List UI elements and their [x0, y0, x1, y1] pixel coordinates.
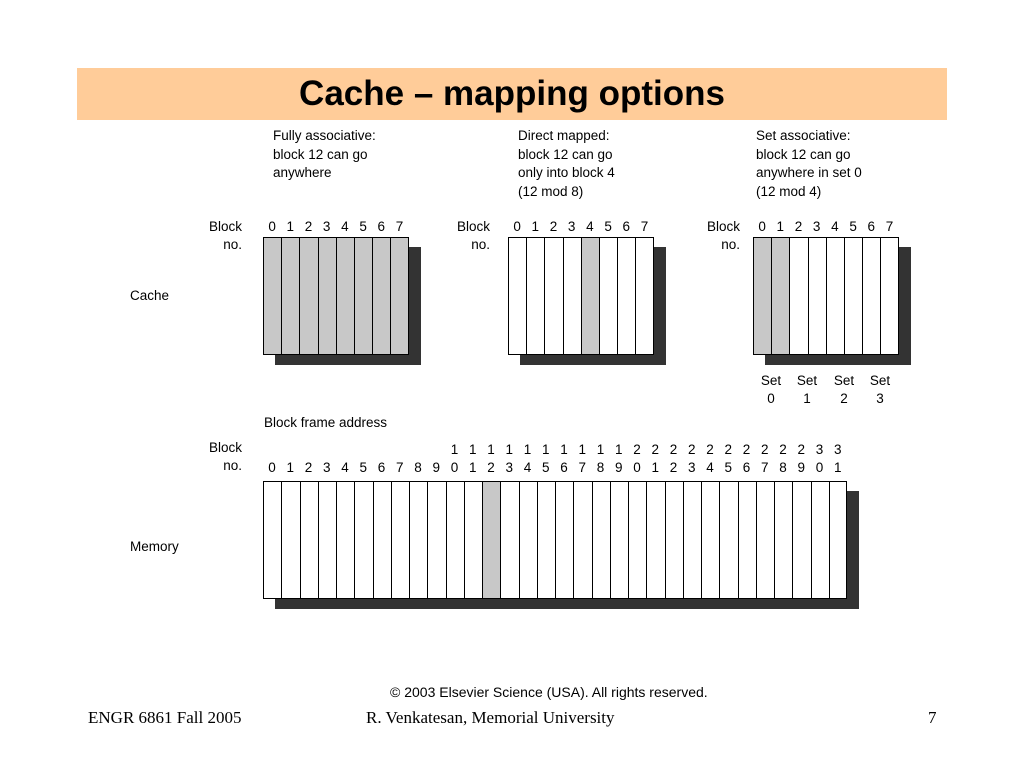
cache-block: [372, 237, 390, 355]
memory-block-number-tens: 1: [523, 442, 532, 457]
block-no-label-memory: Block no.: [208, 440, 242, 473]
memory-block-number-tens: 1: [450, 442, 459, 457]
memory-block-number-tens: 2: [651, 442, 659, 457]
cache-block-number: 5: [849, 219, 857, 234]
memory-block: [464, 481, 482, 599]
memory-block-number-tens: 1: [596, 442, 605, 457]
cache-block: [581, 237, 599, 355]
cache-block-number: 2: [549, 219, 558, 234]
memory-block-number-ones: 0: [450, 460, 459, 475]
memory-block: [354, 481, 372, 599]
cache-block: [862, 237, 880, 355]
cache-block-number: 3: [567, 219, 576, 234]
footer-page-number: 7: [928, 708, 937, 727]
cache-block-number: 7: [395, 219, 404, 234]
memory-block: [592, 481, 610, 599]
memory-block-number-ones: 1: [286, 460, 294, 475]
memory-block: [409, 481, 427, 599]
memory-block: [263, 481, 281, 599]
memory-block-number-ones: 0: [633, 460, 641, 475]
memory-block-number-tens: 1: [614, 442, 623, 457]
set-label: Set 0: [760, 373, 782, 406]
memory-block-number-tens: 2: [633, 442, 641, 457]
memory-block: [829, 481, 847, 599]
cache-block: [844, 237, 862, 355]
memory-block-number-tens: 2: [742, 442, 751, 457]
memory-block: [427, 481, 445, 599]
set-label: Set 3: [869, 373, 891, 406]
memory-block-number-ones: 6: [377, 460, 386, 475]
memory-block-number-tens: 1: [468, 442, 477, 457]
memory-block-number-ones: 3: [322, 460, 331, 475]
memory-block-number-tens: 1: [505, 442, 513, 457]
memory-block: [555, 481, 573, 599]
memory-block-number-ones: 0: [815, 460, 824, 475]
memory-block-number-ones: 5: [359, 460, 367, 475]
memory-block-number-ones: 7: [578, 460, 586, 475]
memory-block-number-ones: 7: [395, 460, 404, 475]
memory-block-number-tens: 2: [706, 442, 714, 457]
cache-label: Cache: [130, 288, 170, 303]
cache-block: [299, 237, 317, 355]
cache-block-number: 6: [622, 219, 631, 234]
memory-block: [792, 481, 810, 599]
cache-block: [826, 237, 844, 355]
memory-block: [610, 481, 628, 599]
memory-block-number-ones: 6: [560, 460, 568, 475]
block-no-label-direct: Block no.: [456, 219, 490, 252]
cache-block: [281, 237, 299, 355]
memory-block: [519, 481, 537, 599]
cache-block-number: 0: [513, 219, 521, 234]
memory-block: [665, 481, 683, 599]
memory-block: [336, 481, 354, 599]
memory-block-number-ones: 4: [706, 460, 714, 475]
memory-block: [646, 481, 664, 599]
cache-block-number: 0: [758, 219, 766, 234]
cache-block: [354, 237, 372, 355]
cache-block: [599, 237, 617, 355]
memory-block-number-ones: 4: [341, 460, 349, 475]
cache-block: [336, 237, 354, 355]
caption-fully-associative: Fully associative: block 12 can go anywhere: [273, 128, 376, 180]
memory-block-number-ones: 1: [651, 460, 659, 475]
cache-block: [789, 237, 807, 355]
memory-block: [537, 481, 555, 599]
memory-block-number-ones: 3: [687, 460, 696, 475]
cache-block-number: 6: [867, 219, 876, 234]
footer-course: ENGR 6861 Fall 2005: [88, 708, 242, 727]
cache-block-number: 5: [604, 219, 612, 234]
memory-block-number-ones: 8: [596, 460, 605, 475]
cache-block: [635, 237, 653, 355]
cache-block-number: 6: [377, 219, 386, 234]
cache-block: [563, 237, 581, 355]
memory-block-number-ones: 5: [724, 460, 732, 475]
cache-block-number: 2: [304, 219, 313, 234]
memory-block: [738, 481, 756, 599]
cache-block-number: 1: [531, 219, 540, 234]
caption-direct-mapped: Direct mapped: block 12 can go only into block 4 (12 mod 8): [518, 128, 615, 199]
memory-block: [482, 481, 500, 599]
cache-block-number: 7: [885, 219, 894, 234]
memory-block: [701, 481, 719, 599]
memory-label: Memory: [130, 539, 179, 554]
memory-block-number-ones: 4: [523, 460, 532, 475]
memory-block: [500, 481, 518, 599]
memory-block-number-tens: 3: [833, 442, 842, 457]
footer-author: R. Venkatesan, Memorial University: [366, 708, 615, 727]
memory-block: [719, 481, 737, 599]
memory-block-number-ones: 6: [742, 460, 751, 475]
memory-block-number-ones: 5: [541, 460, 550, 475]
cache-block-number: 5: [359, 219, 367, 234]
memory-block-number-tens: 2: [779, 442, 787, 457]
memory-block: [391, 481, 409, 599]
cache-block: [508, 237, 526, 355]
memory-block: [811, 481, 829, 599]
cache-block: [318, 237, 336, 355]
cache-block-number: 4: [586, 219, 594, 234]
memory-block: [318, 481, 336, 599]
cache-block-number: 7: [640, 219, 649, 234]
memory-block: [446, 481, 464, 599]
cache-block-number: 2: [794, 219, 803, 234]
block-no-label-set: Block no.: [706, 219, 740, 252]
memory-block: [300, 481, 318, 599]
cache-block-number: 3: [322, 219, 331, 234]
memory-block-number-ones: 3: [505, 460, 513, 475]
cache-block-number: 3: [812, 219, 821, 234]
memory-block-number-ones: 8: [779, 460, 787, 475]
memory-block: [683, 481, 701, 599]
cache-block: [526, 237, 544, 355]
memory-block-number-tens: 1: [487, 442, 495, 457]
memory-block: [373, 481, 391, 599]
memory-block: [628, 481, 646, 599]
block-frame-address-label: Block frame address: [264, 415, 388, 430]
cache-block: [263, 237, 281, 355]
memory-block-number-ones: 7: [760, 460, 769, 475]
set-label: Set 1: [796, 373, 818, 406]
memory-block-number-tens: 3: [815, 442, 824, 457]
memory-block-number-tens: 2: [724, 442, 732, 457]
memory-block-number-ones: 0: [268, 460, 276, 475]
memory-block-number-ones: 9: [797, 460, 805, 475]
memory-block-number-ones: 2: [487, 460, 495, 475]
memory-block-number-ones: 1: [833, 460, 842, 475]
memory-block-number-tens: 2: [760, 442, 769, 457]
memory-block-number-tens: 1: [578, 442, 586, 457]
cache-block-number: 4: [341, 219, 349, 234]
memory-block-number-tens: 1: [560, 442, 568, 457]
title-bar: [77, 68, 947, 120]
cache-block: [808, 237, 826, 355]
cache-block: [544, 237, 562, 355]
memory-block-number-ones: 1: [468, 460, 477, 475]
memory-block: [756, 481, 774, 599]
memory-block-number-tens: 2: [687, 442, 696, 457]
copyright-notice: © 2003 Elsevier Science (USA). All rights reserved.: [390, 684, 708, 700]
memory-block: [774, 481, 792, 599]
cache-block: [771, 237, 789, 355]
memory-block-number-tens: 2: [797, 442, 805, 457]
cache-block-number: 0: [268, 219, 276, 234]
memory-block: [281, 481, 299, 599]
memory-block-number-ones: 9: [614, 460, 623, 475]
memory-block-number-tens: 2: [669, 442, 678, 457]
cache-block: [390, 237, 408, 355]
memory-block-number-tens: 1: [541, 442, 550, 457]
memory-block-number-ones: 9: [432, 460, 440, 475]
memory-block: [573, 481, 591, 599]
caption-set-associative: Set associative: block 12 can go anywhere in set 0 (12 mod 4): [756, 128, 862, 199]
page-title: Cache – mapping options: [299, 74, 725, 113]
cache-block: [617, 237, 635, 355]
set-label: Set 2: [833, 373, 855, 406]
cache-block: [753, 237, 771, 355]
cache-block: [880, 237, 898, 355]
memory-block-number-ones: 2: [304, 460, 313, 475]
memory-block-number-ones: 2: [669, 460, 678, 475]
memory-block-number-ones: 8: [414, 460, 422, 475]
cache-block-number: 1: [776, 219, 785, 234]
block-no-label-fully: Block no.: [208, 219, 242, 252]
cache-block-number: 1: [286, 219, 295, 234]
cache-block-number: 4: [831, 219, 839, 234]
